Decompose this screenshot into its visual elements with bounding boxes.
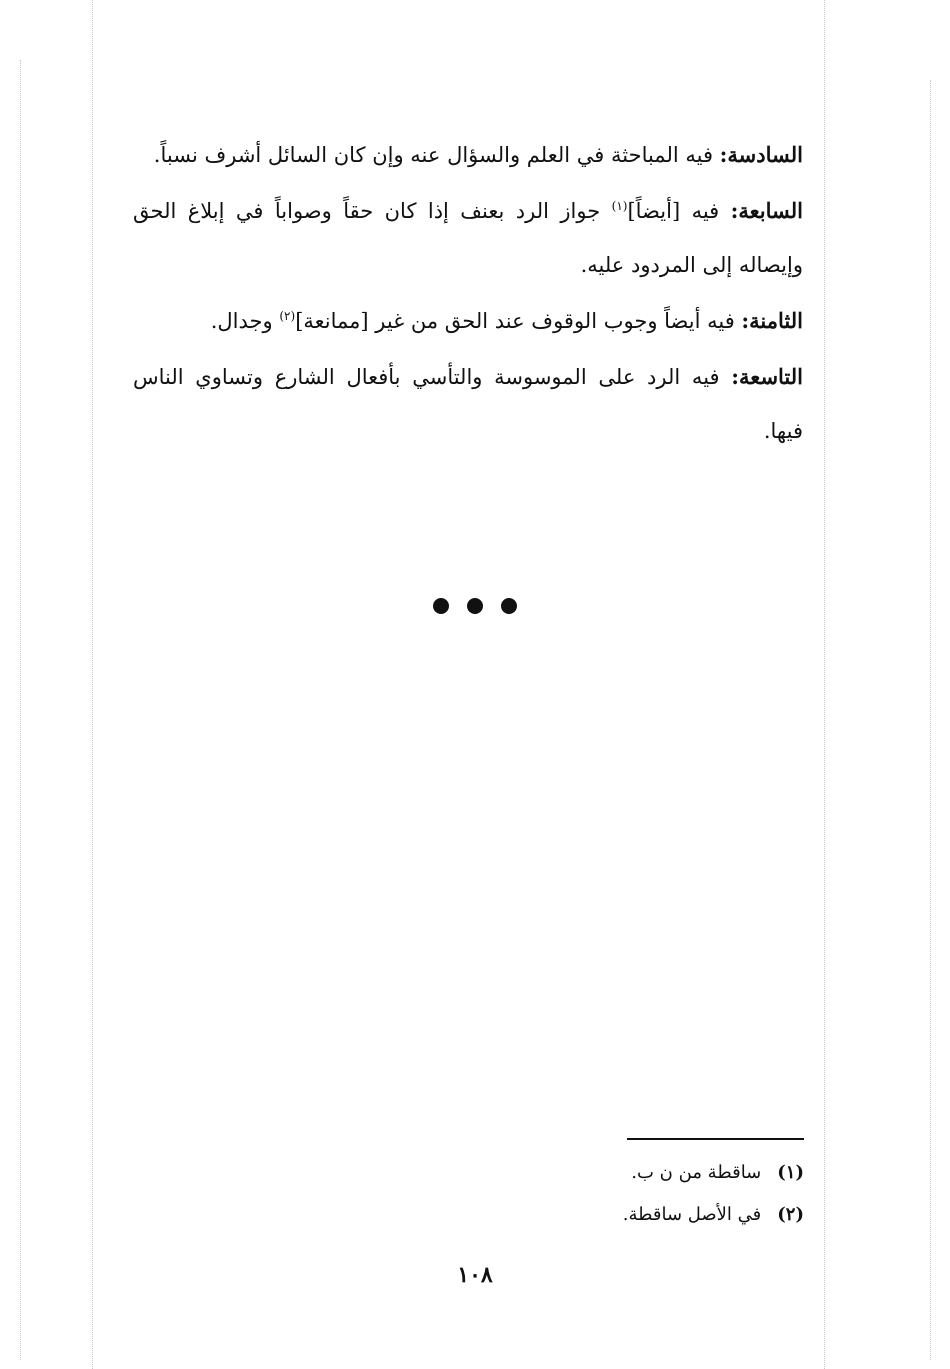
paragraph-ninth <box>133 350 803 458</box>
paragraph-body: فيه المباحثة في العلم والسؤال عنه وإن كان السائل أشرف نسباً. <box>153 143 713 167</box>
paragraph-body: فيه الرد على الموسوسة والتأسي بأفعال الشارع وتساوي الناس فيها. <box>133 365 803 443</box>
ornament-dot <box>433 598 449 614</box>
footnote-text: ساقطة من ن ب. <box>631 1162 762 1183</box>
main-text <box>133 128 803 460</box>
paragraph-sixth <box>133 128 803 182</box>
footnote-number: (١) <box>777 1162 804 1183</box>
paragraph-body: فيه أيضاً وجوب الوقوف عند الحق من غير [ممانعة] <box>295 309 735 333</box>
footnote-number: (٢) <box>777 1204 804 1225</box>
margin-guide-far-left <box>20 60 21 1360</box>
paragraph-lead: التاسعة: <box>731 364 804 389</box>
footnote-marker[interactable]: (١) <box>611 199 628 213</box>
footnote-separator <box>627 1138 804 1140</box>
section-end-ornament <box>0 598 950 614</box>
paragraph-lead: السادسة: <box>719 142 803 167</box>
footnote-text: في الأصل ساقطة. <box>622 1204 762 1225</box>
paragraph-seventh <box>133 184 803 292</box>
paragraph-eighth <box>133 294 803 348</box>
page-number: ١٠٨ <box>457 1262 493 1288</box>
ornament-dot <box>467 598 483 614</box>
footnote-item <box>430 1152 804 1194</box>
paragraph-body: فيه [أيضاً] <box>627 199 720 223</box>
paragraph-lead: الثامنة: <box>741 308 803 333</box>
margin-guide-right <box>824 0 825 1369</box>
paragraph-lead: السابعة: <box>730 198 804 223</box>
paragraph-body: وجدال. <box>210 309 273 333</box>
margin-guide-left <box>92 0 93 1369</box>
footnote-marker[interactable]: (٢) <box>279 309 296 323</box>
footnote-item <box>430 1194 804 1236</box>
footnotes <box>430 1152 804 1236</box>
paragraph-body: جواز الرد بعنف إذا كان حقاً وصواباً في إبلاغ الحق وإيصاله إلى المردود عليه. <box>133 199 803 277</box>
margin-guide-far-right <box>930 80 931 1360</box>
ornament-dot <box>501 598 517 614</box>
